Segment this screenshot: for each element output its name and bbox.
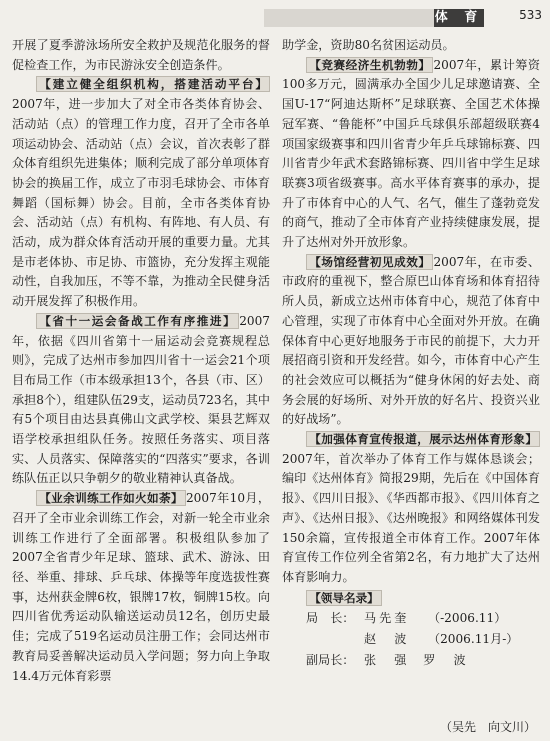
section-body: 2007年，进一步加大了对全市各类体育协会、活动站（点）的管理工作力度，召开了全市各单项运动协会、活动站（点）会议，首次表彰了群众体育组织先进集体；顺利完成了部分单项体育协会的换届工作，成立了市羽毛球协会、市体育舞蹈（国标舞）协会。目前，全市各类体育协会、活动站（点）有机构、有阵地、有人员、有活动，成为群众体育活动开展的重要力量。尤其是市老体协、市足协、市篮协，充分发挥主观能动性，自我加压，不等不靠，为推动全民健身活动开展发挥了积极作用。 [12,97,270,309]
page-header [0,0,550,34]
section-publicity [282,430,540,588]
director-name: 马先奎 [364,611,410,626]
page-number: 533 [519,8,542,22]
section-competition-economy [282,56,540,253]
deputy-name: 罗 波 [423,653,469,668]
section-heading: 【省十一运会备战工作有序推进】 [36,313,239,329]
author-credit: （吴先 向文川） [439,720,536,734]
section-body: 2007年，在市委、市政府的重视下，整合原巴山体育场和体育招待所人员，新成立达州市体育中心，规范了体育中心管理，实现了市体育中心全面对外开放。在确保体育中心更好地服务于市民的前提下，大力开展招商引资和开发经营。如今，市体育中心产生的社会效应可以概括为“健身休闲的好去处、商务会展的好场所、对外开放的好名片、投资兴业的好战场”。 [282,254,540,427]
section-venue-operation [282,253,540,430]
section-body: 2007年，首次举办了体育工作与媒体恳谈会；编印《达州体育》简报29期，先后在《中国体育报》、《四川日报》、《华西都市报》、《四川体育之声》、《达州日报》、《达州晚报》和网络媒体刊发150余篇，宣传报道全市体育工作。2007年体育宣传工作位列全省第2名，有力地扩大了达州体育影响力。 [282,451,540,584]
director-term: （-2006.11） [428,611,507,626]
section-provincial-games [12,312,270,489]
leadership-roster [282,589,540,672]
section-organizations [12,75,270,311]
deputy-row [282,650,540,671]
left-column [12,36,270,686]
section-amateur-training [12,489,270,686]
intro-paragraph: 开展了夏季游泳场所安全救护及规范化服务的督促检查工作，为市民游泳安全创造条件。 [12,38,270,72]
section-body: 2007年10月，召开了全市业余训练工作会，对新一轮全市业余训练工作进行了全面部署。积极组队参加了2007全省青少年足球、篮球、武术、游泳、田径、举重、排球、乒乓球、体操等年度选拔性赛事，达州获金牌6枚，银牌17枚，铜牌15枚。向四川省优秀运动队输送运动员12名，创历史最佳；完成了519名运动员注册工作；会同达州市教育局妥善解决运动员入学问题；努力向上争取14.4万元体育彩票 [12,491,270,683]
roster-heading-line [282,589,540,609]
section-heading: 【场馆经营初见成效】 [306,254,433,270]
section-body: 2007年，依据《四川省第十一届运动会竞赛规程总则》，完成了达州市参加四川省十一运会21个项目布局工作（市本级承担13个，各县（市、区）承担8个），组建队伍29支，运动员723名，其中有5个项目由达县真佛山文武学校、渠县艺辉双语学校承担组队任务。按照任务落实、项目落实、人员落实、保障落实的“四落实”要求，各训练队伍正以只争朝夕的敬业精神认真备战。 [12,313,270,486]
section-heading: 【建立健全组织机构，搭建活动平台】 [36,76,270,92]
section-heading: 【领导名录】 [306,590,382,606]
director-label: 局 长： [306,611,355,626]
director-row [282,629,540,650]
continuation-paragraph: 助学金，资助80名贫困运动员。 [282,38,455,52]
section-heading: 【加强体育宣传报道，展示达州体育形象】 [306,431,540,447]
section-heading: 【竞赛经济生机勃勃】 [306,57,433,73]
director-term: （2006.11月-） [428,632,519,647]
section-body: 2007年，累计筹资100多万元，圆满承办全国少儿足球邀请赛、全国U-17“阿迪达斯杯”足球联赛、全国艺术体操冠军赛、“鲁能杯”中国乒乓球俱乐部超级联赛4项国家级赛事和四川省青少年乒乓球锦标赛、四川省青少年武术套路锦标赛、四川省中学生足球联赛3项省级赛事。高水平体育赛事的承办，提升了市体育中心的人气、名气，催生了蓬勃竞发的商气，推动了全市体育产业持续健康发展，提升了达州对外开放形象。 [282,57,540,250]
deputy-label: 副局长： [306,653,355,668]
director-name: 赵 波 [364,632,410,647]
deputy-name: 张 强 [364,653,410,668]
director-row [282,608,540,629]
section-heading: 【业余训练工作如火如荼】 [36,490,186,506]
section-title: 体 育 [434,10,484,25]
right-column [282,36,540,671]
